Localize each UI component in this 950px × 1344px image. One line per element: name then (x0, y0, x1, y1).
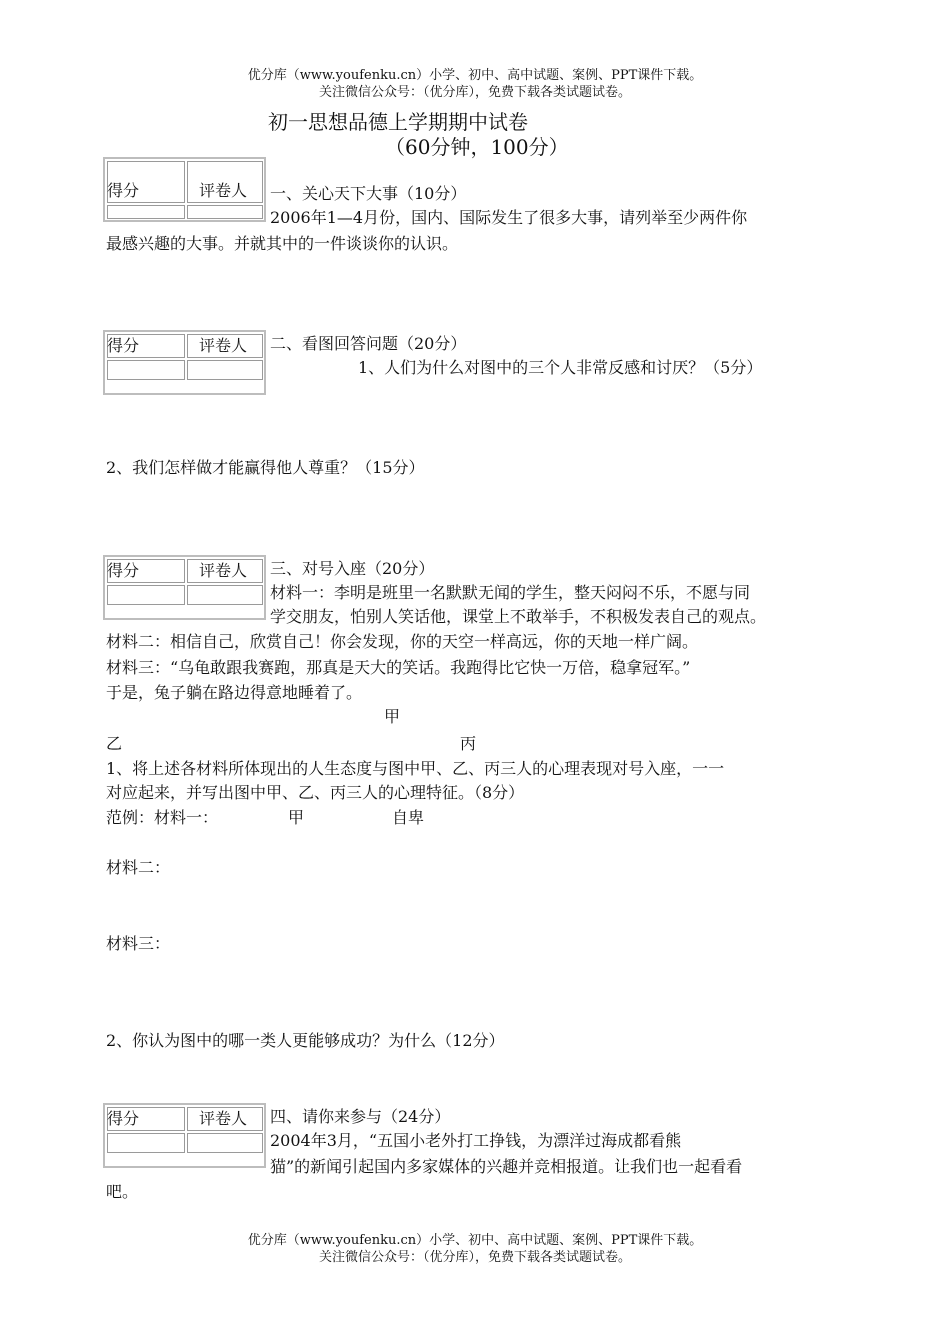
material-3-text: 材料三：“乌龟敢跟我赛跑，那真是天大的笑话。我跑得比它快一万倍，稳拿冠军。” (106, 658, 691, 677)
score-input-4[interactable] (107, 1133, 185, 1153)
score-input-1[interactable] (107, 205, 185, 219)
grader-label: 评卷人 (199, 181, 248, 200)
grader-input-1[interactable] (187, 205, 263, 219)
section-4-text: 2004年3月，“五国小老外打工挣钱，为漂洋过海成都看熊 (270, 1131, 682, 1150)
material-3-answer-label: 材料三： (106, 934, 171, 953)
footer-line-1: 优分库（www.youfenku.cn）小学、初中、高中试题、案例、PPT课件下载。 (247, 1233, 703, 1248)
section-4-text: 吧。 (106, 1182, 139, 1201)
section-3-question-1: 1、将上述各材料所体现出的人生态度与图中甲、乙、丙三人的心理表现对号入座，一一 (106, 759, 725, 778)
section-3-question-2: 2、你认为图中的哪一类人更能够成功？为什么（12分） (106, 1031, 505, 1050)
score-input-2[interactable] (107, 360, 185, 380)
page-subtitle: （60分钟，100分） (385, 135, 569, 159)
figure-label-bing: 丙 (460, 734, 477, 753)
figure-label-jia: 甲 (384, 707, 401, 726)
material-1-text: 材料一：李明是班里一名默默无闻的学生，整天闷闷不乐，不愿与同 (270, 583, 751, 602)
grader-input-3[interactable] (187, 585, 263, 605)
score-box-3 (103, 555, 266, 620)
score-box-2 (103, 330, 266, 395)
grader-label: 评卷人 (199, 561, 248, 580)
header-line-2: 关注微信公众号：（优分库），免费下载各类试题试卷。 (318, 85, 631, 100)
header-line-1: 优分库（www.youfenku.cn）小学、初中、高中试题、案例、PPT课件下载。 (247, 68, 703, 83)
material-1-text: 学交朋友，怕别人笑话他，课堂上不敢举手，不积极发表自己的观点。 (270, 607, 767, 626)
material-3-text: 于是，兔子躺在路边得意地睡着了。 (106, 683, 363, 702)
footer-line-2: 关注微信公众号：（优分库），免费下载各类试题试卷。 (318, 1250, 631, 1265)
score-label: 得分 (107, 181, 140, 200)
score-label: 得分 (107, 336, 140, 355)
score-box-4 (103, 1103, 266, 1168)
grader-label: 评卷人 (199, 1109, 248, 1128)
score-input-3[interactable] (107, 585, 185, 605)
section-1-heading: 一、关心天下大事（10分） (270, 184, 467, 203)
section-3-heading: 三、对号入座（20分） (270, 559, 435, 578)
section-3-question-1: 对应起来，并写出图中甲、乙、丙三人的心理特征。（8分） (106, 783, 525, 802)
score-label: 得分 (107, 1109, 140, 1128)
material-2-text: 材料二：相信自己，欣赏自己！你会发现，你的天空一样高远，你的天地一样广阔。 (106, 632, 699, 651)
section-2-question-2: 2、我们怎样做才能赢得他人尊重？（15分） (106, 458, 425, 477)
figure-label-yi: 乙 (106, 734, 123, 753)
grader-input-2[interactable] (187, 360, 263, 380)
score-label: 得分 (107, 561, 140, 580)
section-1-text: 最感兴趣的大事。并就其中的一件谈谈你的认识。 (106, 234, 459, 253)
section-4-heading: 四、请你来参与（24分） (270, 1107, 451, 1126)
score-box-1 (103, 157, 266, 222)
section-1-text: 2006年1—4月份，国内、国际发生了很多大事，请列举至少两件你 (270, 208, 748, 227)
example-trait: 自卑 (392, 808, 425, 827)
grader-input-4[interactable] (187, 1133, 263, 1153)
example-label: 范例：材料一： (106, 808, 219, 827)
material-2-answer-label: 材料二： (106, 858, 171, 877)
section-4-text: 猫”的新闻引起国内多家媒体的兴趣并竞相报道。让我们也一起看看 (270, 1157, 743, 1176)
example-person: 甲 (288, 808, 305, 827)
grader-label: 评卷人 (199, 336, 248, 355)
section-2-heading: 二、看图回答问题（20分） (270, 334, 467, 353)
section-2-question-1: 1、人们为什么对图中的三个人非常反感和讨厌？（5分） (358, 358, 763, 377)
page-title: 初一思想品德上学期期中试卷 (268, 110, 528, 134)
